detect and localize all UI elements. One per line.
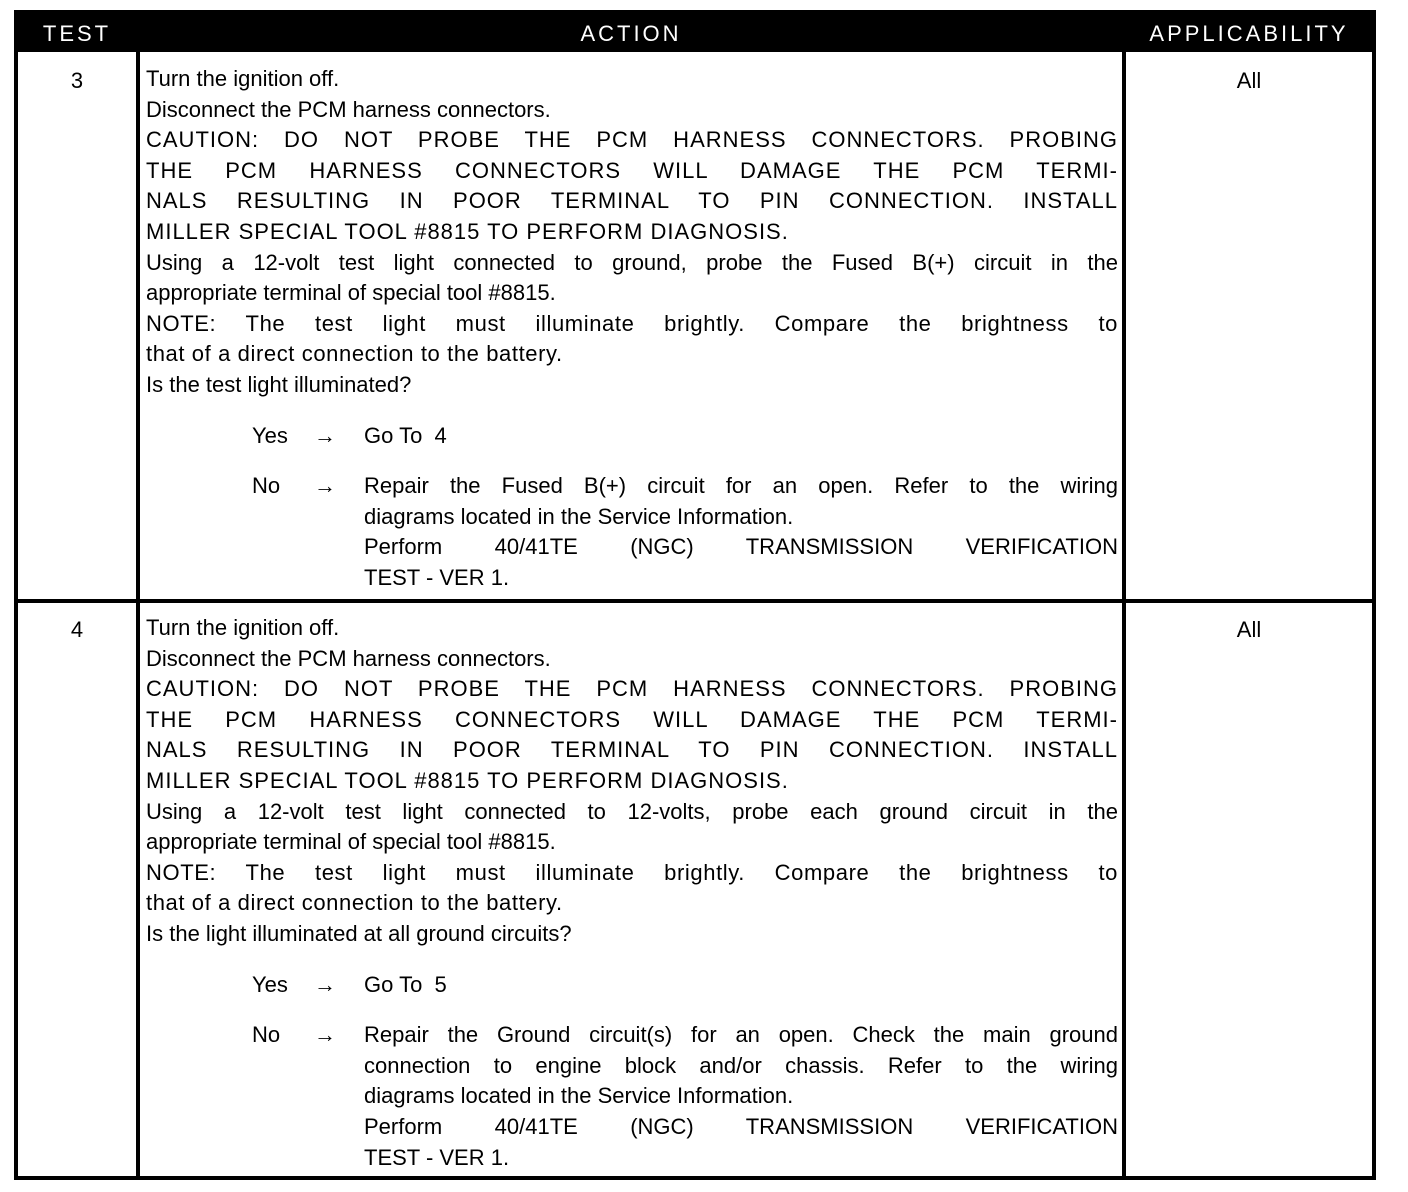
test-number: 3 <box>70 68 84 93</box>
caution-line: THE PCM HARNESS CONNECTORS WILL DAMAGE THE PCM TERMI- <box>146 157 1118 183</box>
caution-line: CAUTION: DO NOT PROBE THE PCM HARNESS CONNECTORS. PROBING <box>146 676 1118 702</box>
no-result-line: TEST - VER 1. <box>364 1144 510 1170</box>
action-line: Turn the ignition off. <box>146 615 340 640</box>
no-result-line: connection to engine block and/or chassis. Refer to the wiring <box>364 1052 1118 1078</box>
diagnostic-table <box>14 10 1376 1180</box>
action-line: appropriate terminal of special tool #8815. <box>146 829 556 855</box>
action-line: appropriate terminal of special tool #8815. <box>146 280 556 306</box>
arrow-icon: → <box>314 473 336 499</box>
no-result-line: Perform 40/41TE (NGC) TRANSMISSION VERIFICATION <box>364 534 1118 560</box>
yes-label: Yes <box>252 971 288 997</box>
action-text <box>146 64 1118 594</box>
action-line: Disconnect the PCM harness connectors. <box>146 96 551 122</box>
arrow-icon: → <box>314 971 336 997</box>
no-result-line: Repair the Fused B(+) circuit for an open. Refer to the wiring <box>364 473 1118 499</box>
action-line: Using a 12-volt test light connected to 12-volts, probe each ground circuit in the <box>146 798 1118 824</box>
yes-label: Yes <box>252 422 288 448</box>
outcome-no <box>146 1020 1118 1173</box>
note-line: NOTE: The test light must illuminate brightly. Compare the brightness to <box>146 310 1118 336</box>
applicability-value: All <box>1236 617 1262 642</box>
no-result-line: Perform 40/41TE (NGC) TRANSMISSION VERIFICATION <box>364 1113 1118 1139</box>
action-text <box>146 613 1118 1173</box>
test-number: 4 <box>70 617 84 642</box>
question-line: Is the light illuminated at all ground circuits? <box>146 920 572 946</box>
caution-line: NALS RESULTING IN POOR TERMINAL TO PIN CONNECTION. INSTALL <box>146 188 1118 214</box>
no-label: No <box>252 1022 281 1048</box>
header-test: TEST <box>42 21 112 46</box>
no-result-line: TEST - VER 1. <box>364 564 510 590</box>
applicability-value: All <box>1236 68 1262 93</box>
no-result-line: diagrams located in the Service Information. <box>364 1083 794 1109</box>
caution-line: CAUTION: DO NOT PROBE THE PCM HARNESS CONNECTORS. PROBING <box>146 127 1118 153</box>
column-divider <box>1122 52 1126 1180</box>
note-line: NOTE: The test light must illuminate brightly. Compare the brightness to <box>146 859 1118 885</box>
no-result-line: Repair the Ground circuit(s) for an open. Check the main ground <box>364 1022 1118 1048</box>
question-line: Is the test light illuminated? <box>146 371 412 397</box>
caution-line: MILLER SPECIAL TOOL #8815 TO PERFORM DIAGNOSIS. <box>146 767 789 793</box>
no-result <box>364 471 1118 593</box>
column-divider <box>136 52 140 1180</box>
no-label: No <box>252 473 281 499</box>
caution-line: MILLER SPECIAL TOOL #8815 TO PERFORM DIAGNOSIS. <box>146 218 789 244</box>
header-applicability: APPLICABILITY <box>1149 21 1349 46</box>
no-result <box>364 1020 1118 1173</box>
outcome-yes <box>146 421 1118 452</box>
no-result-line: diagrams located in the Service Information. <box>364 503 794 529</box>
arrow-icon: → <box>314 1022 336 1048</box>
row-divider <box>18 599 1372 603</box>
table-header <box>18 14 1372 52</box>
arrow-icon: → <box>314 422 336 448</box>
note-line: that of a direct connection to the battery. <box>146 890 563 916</box>
action-line: Using a 12-volt test light connected to ground, probe the Fused B(+) circuit in the <box>146 249 1118 275</box>
note-line: that of a direct connection to the battery. <box>146 341 563 367</box>
yes-result: Go To 5 <box>364 971 447 997</box>
outcome-yes <box>146 970 1118 1001</box>
action-line: Turn the ignition off. <box>146 66 340 91</box>
caution-line: NALS RESULTING IN POOR TERMINAL TO PIN CONNECTION. INSTALL <box>146 737 1118 763</box>
caution-line: THE PCM HARNESS CONNECTORS WILL DAMAGE THE PCM TERMI- <box>146 706 1118 732</box>
action-line: Disconnect the PCM harness connectors. <box>146 645 551 671</box>
yes-result: Go To 4 <box>364 422 447 448</box>
header-action: ACTION <box>580 21 682 46</box>
outcome-no <box>146 471 1118 593</box>
